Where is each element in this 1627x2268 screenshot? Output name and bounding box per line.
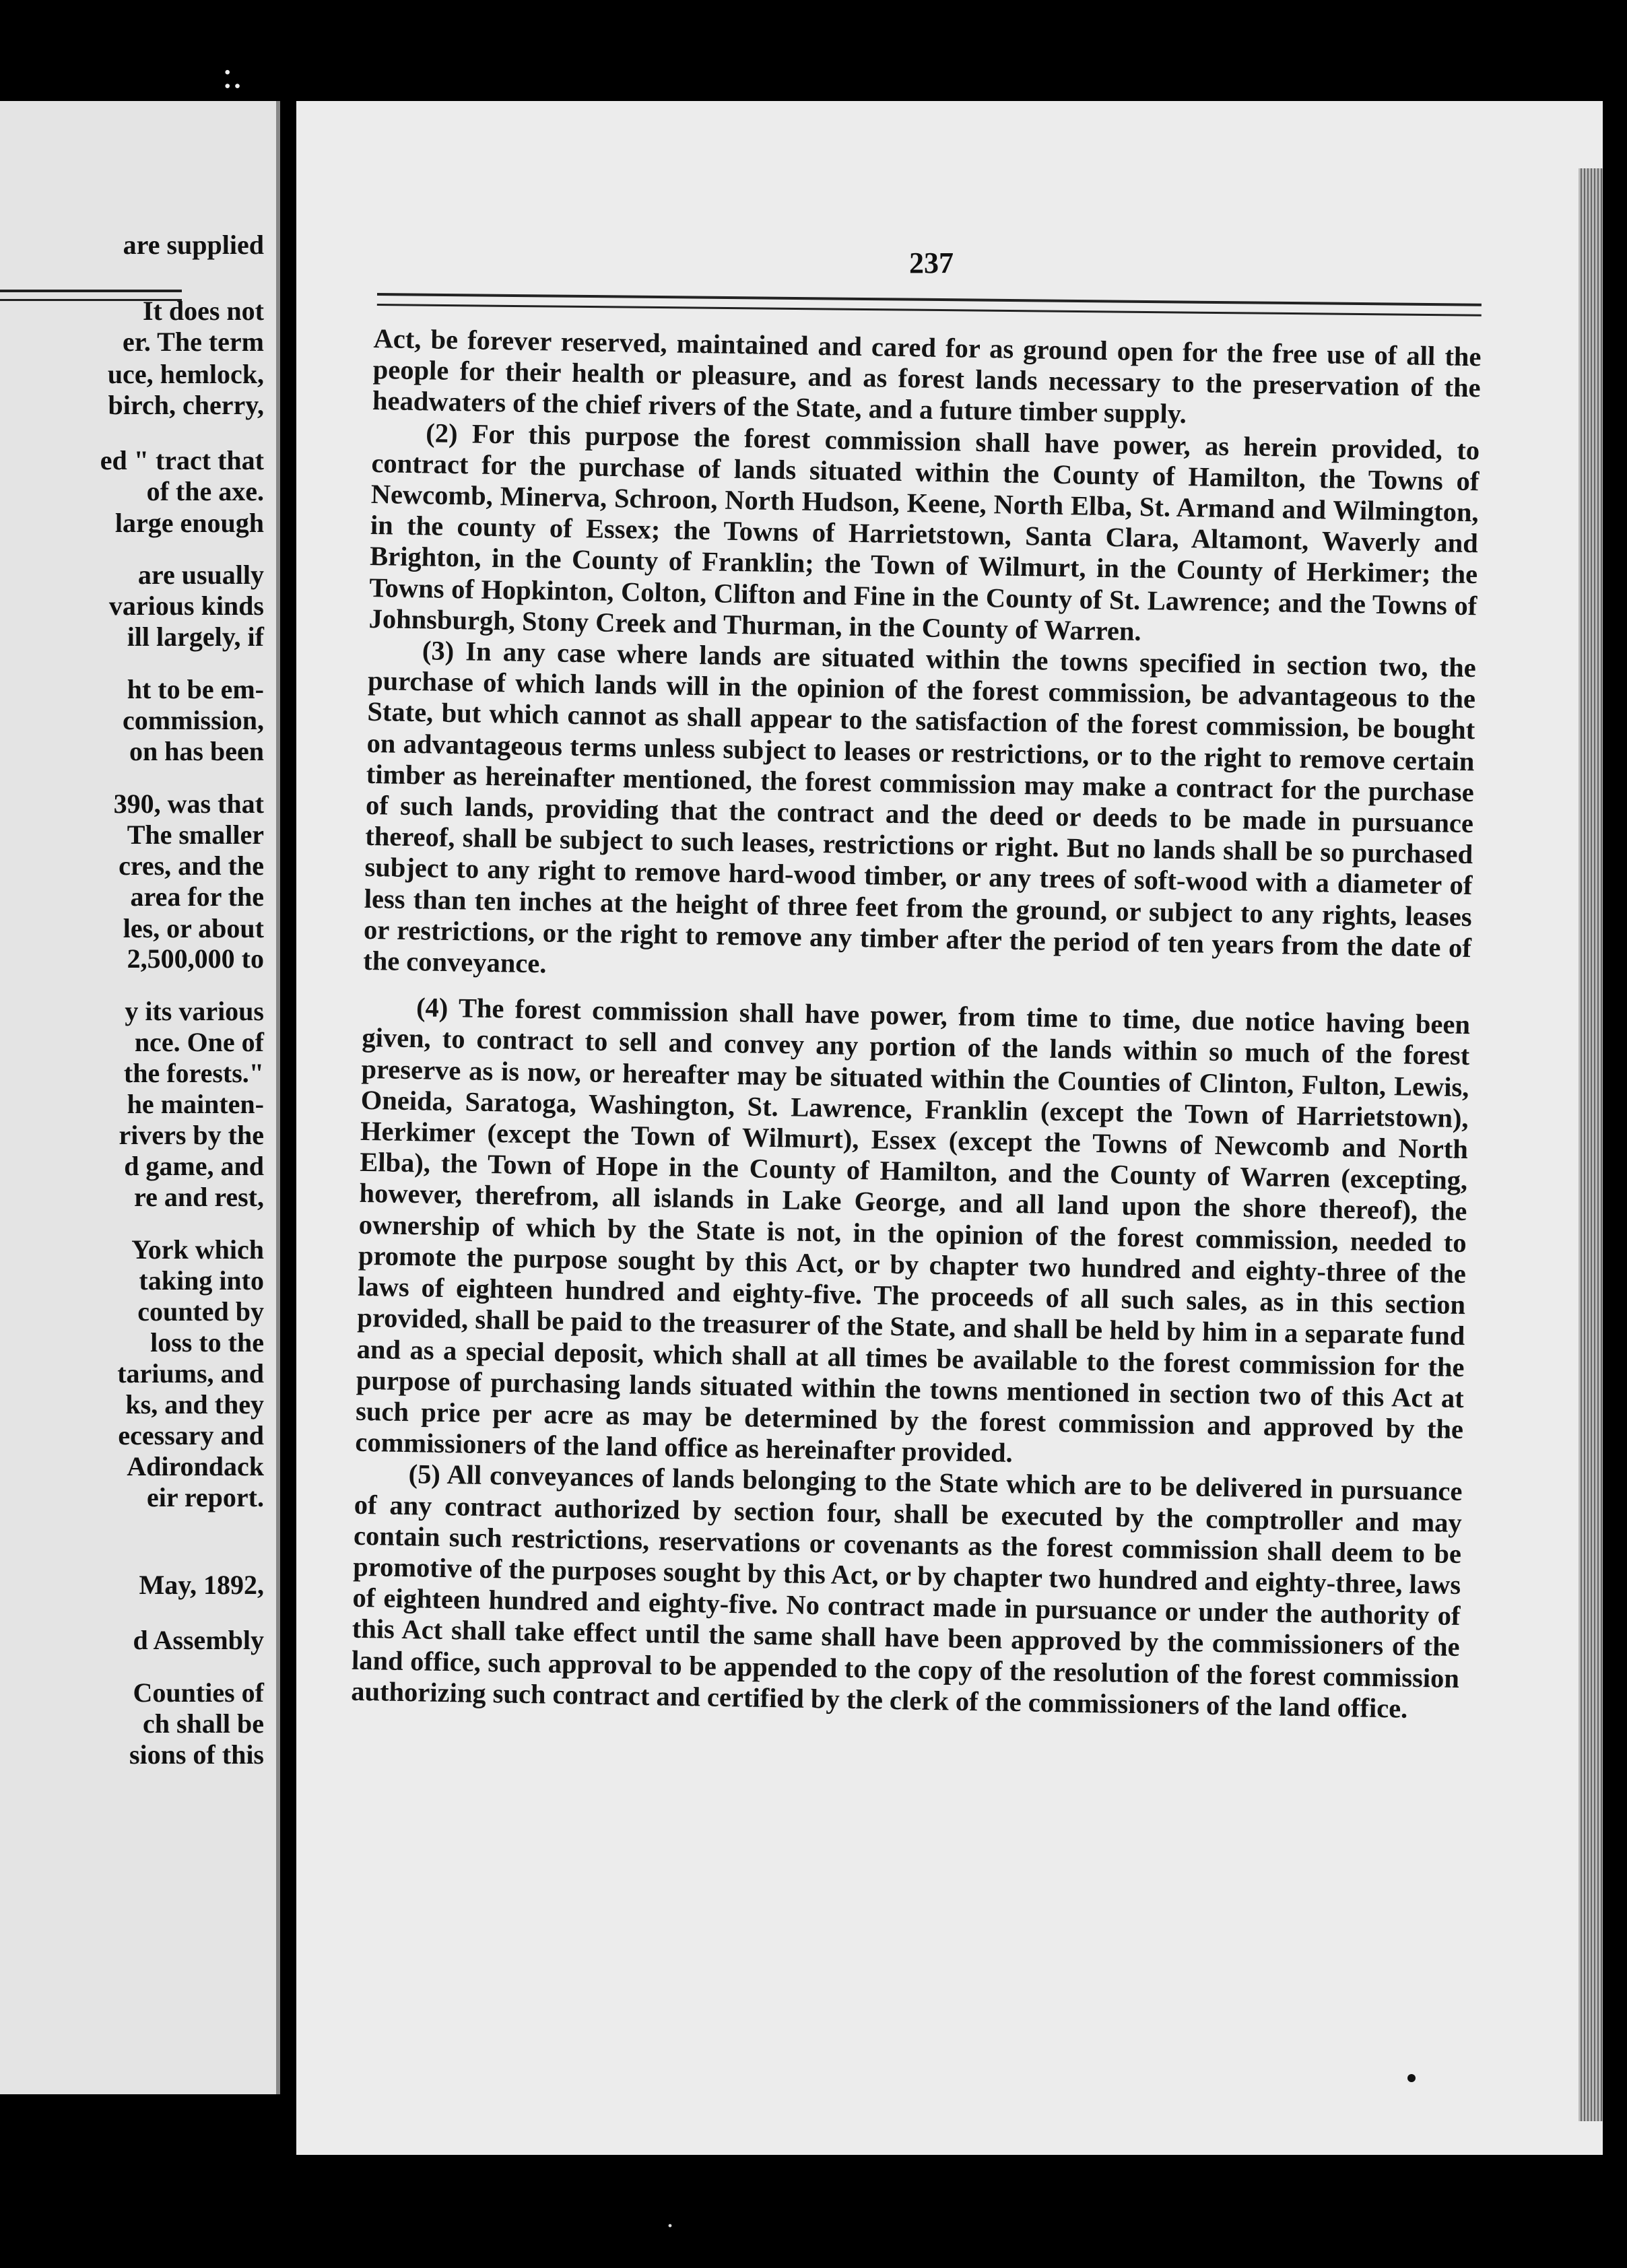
- paragraph-1: Act, be forever reserved, maintained and cared for as ground open for the free use of all the people for their health or pleasure, and as forest lands necessary to the preservation of the headwaters of the chief rivers of the State, and a future timber supply.: [372, 323, 1482, 430]
- left-page-line: Adirondack: [127, 1451, 264, 1481]
- left-page-line: of the axe.: [146, 476, 264, 506]
- left-page-line: ks, and they: [125, 1389, 264, 1420]
- paragraph-2: (2) For this purpose the forest commission shall have power, as herein provided, to contract for the purchase of lands situated within the County of Hamilton, the Towns of Newcomb, Minerva, Schroon, North Hudson, Keene, North Elba, St. Armand and Wilmington, in the county of Essex; the Towns of Harrietstown, Santa Clara, Altamont, Waverly and Brighton, in the County of Franklin; the Town of Wilmurt, in the County of Herkimer; the Towns of Hopkinton, Colton, Clifton and Fine in the County of St. Lawrence; and the Towns of Johnsburgh, Stony Creek and Thurman, in the County of Warren.: [368, 417, 1480, 646]
- scan-bottom-mark: .: [667, 2203, 673, 2233]
- left-page-line: rivers by the: [119, 1120, 264, 1150]
- page-edge-stack: [1579, 168, 1603, 2121]
- left-page-line: counted by: [137, 1296, 264, 1327]
- main-page: [296, 101, 1603, 2155]
- left-page-line: sions of this: [129, 1739, 264, 1770]
- left-page-line: 390, was that: [113, 789, 264, 819]
- left-page-line: he mainten-: [127, 1089, 264, 1119]
- left-page-line: May, 1892,: [139, 1570, 264, 1600]
- paragraph-4: (4) The forest commission shall have power, from time to time, due notice having been given, to contract to sell and convey any portion of the lands within so much of the forest preserve as is now, or hereafter may be situated within the Counties of Clinton, Fulton, Lewis, Oneida, Saratoga, Washington, St. Lawrence, Franklin (except the Town of Harrietstown), Herkimer (except the Town of Wilmurt), Essex (except the Towns of Newcomb and North Elba), the Town of Hope in the County of Hamilton, and the County of Warren (excepting, however, therefrom, all islands in Lake George, and all land upon the shore thereof), the ownership of which by the State is not, in the opinion of the forest commission, needed to promote the purpose sought by this Act, or by chapter two hundred and eighty-three of the laws of eighteen hundred and eighty-five. The proceeds of all such sales, as in this section provided, shall be paid to the treasurer of the State, and shall be held by him in a separate fund and as a special deposit, which shall at all times be available to the forest commission for the purpose of purchasing lands situated within the towns mentioned in section two of this Act at such price per acre as may be determined by the forest commission and approved by the commissioners of the land office as hereinafter provided.: [355, 992, 1471, 1469]
- left-page-line: large enough: [114, 508, 264, 538]
- left-page-line: the forests.": [123, 1058, 264, 1088]
- left-page-line: The smaller: [127, 820, 264, 850]
- left-page-line: nce. One of: [134, 1027, 264, 1057]
- left-page-line: tariums, and: [117, 1358, 264, 1389]
- left-page-line: re and rest,: [134, 1182, 264, 1212]
- left-page-line: It does not: [142, 296, 264, 326]
- left-page-line: taking into: [139, 1265, 264, 1296]
- scan-corner-mark: :.: [222, 55, 242, 96]
- left-page-line: York which: [131, 1234, 264, 1265]
- paragraph-3: (3) In any case where lands are situated within the towns specified in section two, the purchase of which lands will in the opinion of the forest commission, be advantageous to the State, but which cannot as shall appear to the satisfaction of the forest commission, be bought on advantageous terms unless subject to leases or restrictions, or to the right to remove certain timber as hereinafter mentioned, the forest commission may make a contract for the purchase of such lands, providing that the contract and the deed or deeds to be made in pursuance thereof, shall be subject to such leases, restrictions or right. But no lands shall be so purchased subject to any right to remove hard-wood timber, or any trees of soft-wood with a diameter of less than ten inches at the height of three feet from the ground, or subject to any rights, leases or restrictions, or the right to remove any timber after the period of ten years from the date of the conveyance.: [362, 635, 1477, 979]
- left-page-line: area for the: [130, 881, 264, 912]
- left-page-line: birch, cherry,: [108, 390, 264, 420]
- left-page-line: uce, hemlock,: [107, 359, 264, 389]
- left-page-line: les, or about: [123, 913, 264, 943]
- left-page-line: eir report.: [146, 1482, 264, 1512]
- left-page-line: commission,: [123, 705, 264, 735]
- left-page-line: are supplied: [123, 230, 264, 260]
- left-page-line: d game, and: [124, 1151, 264, 1181]
- left-page-line: are usually: [137, 560, 264, 590]
- page-number: 237: [909, 246, 954, 279]
- left-page-line: ed " tract that: [100, 445, 264, 475]
- left-page-line: 2,500,000 to: [127, 943, 264, 974]
- left-page-line: cres, and the: [119, 850, 264, 881]
- ink-speck: [1407, 2074, 1416, 2082]
- page-body: [351, 323, 1482, 1725]
- left-page-line: ht to be em-: [127, 674, 264, 704]
- left-page-line: ill largely, if: [127, 622, 264, 652]
- left-page-line: loss to the: [150, 1327, 264, 1358]
- left-page-line: ecessary and: [118, 1420, 264, 1450]
- left-page-line: various kinds: [108, 591, 264, 621]
- left-facing-page: [0, 101, 280, 2094]
- left-page-line: Counties of: [133, 1677, 264, 1708]
- left-page-line: y its various: [125, 996, 264, 1026]
- left-page-line: er. The term: [123, 327, 264, 357]
- left-page-line: on has been: [129, 736, 264, 766]
- paragraph-5: (5) All conveyances of lands belonging to the State which are to be delivered in pursuance of any contract authorized by section four, shall be executed by the comptroller and may contain such restrictions, reservations or covenants as the forest commission shall deem to be promotive of the purposes sought by this Act, or by chapter two hundred and eighty-three, laws of eighteen hundred and eighty-five. No contract made in pursuance or under the authority of this Act shall take effect until the same shall have been approved by the commissioners of the land office, such approval to be appended to the copy of the resolution of the forest commission authorizing such contract and certified by the clerk of the commissioners of the land office.: [350, 1459, 1463, 1724]
- left-page-line: d Assembly: [133, 1625, 264, 1655]
- left-page-line: ch shall be: [142, 1708, 264, 1739]
- header-rule: [377, 293, 1482, 316]
